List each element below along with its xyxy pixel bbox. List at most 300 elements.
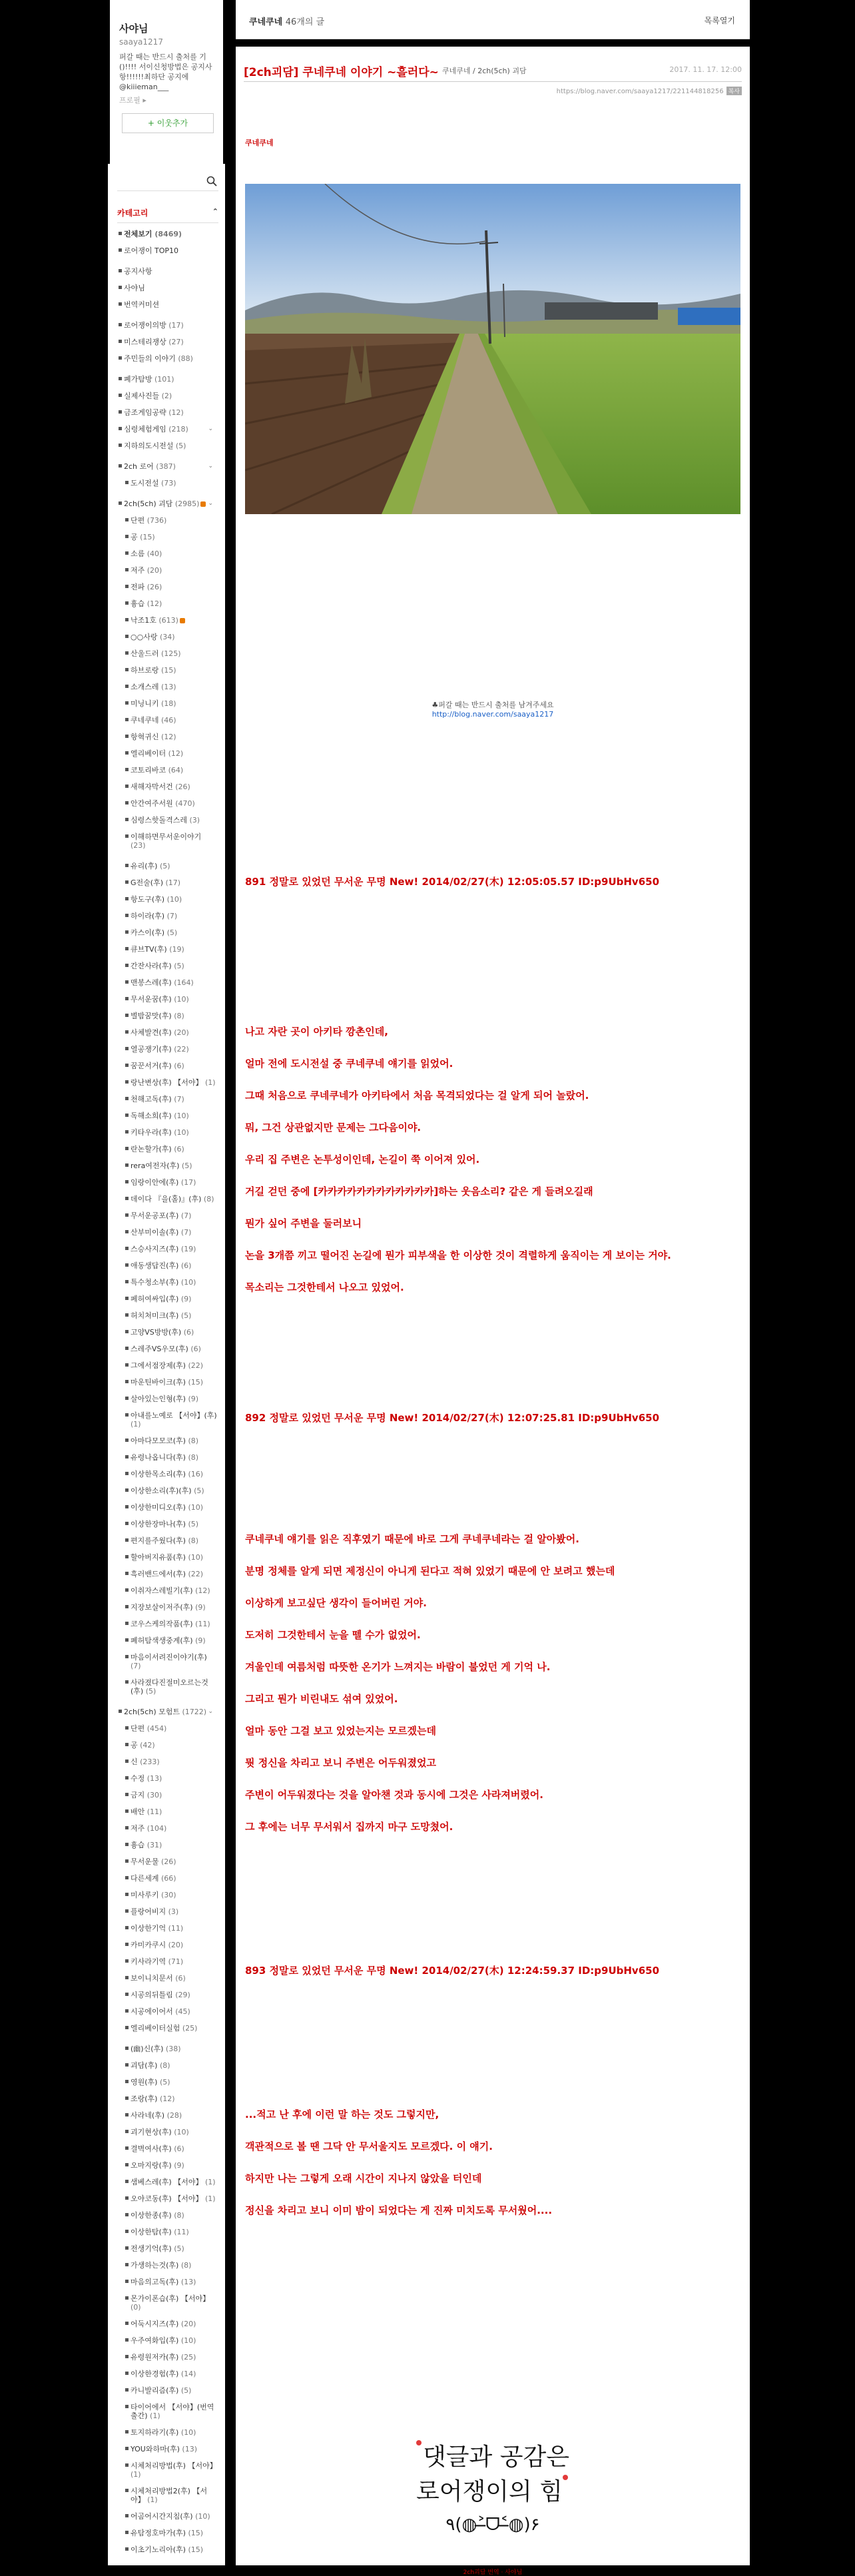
- category-count: (9): [180, 1295, 192, 1303]
- sidebar-category-item[interactable]: [117, 2078, 218, 2087]
- sidebar-category-item[interactable]: [117, 479, 218, 487]
- sidebar-category-item[interactable]: [117, 1874, 218, 1883]
- sidebar-category-item[interactable]: [117, 2128, 218, 2136]
- sidebar-category-item[interactable]: [117, 1941, 218, 1949]
- category-label: 별밤꿈맛(후): [131, 1012, 172, 1020]
- sidebar-category-item[interactable]: [117, 1395, 218, 1403]
- category-label: 쿠네쿠네: [131, 716, 159, 725]
- category-count: (23): [131, 841, 146, 850]
- sidebar-category-item[interactable]: [117, 1437, 218, 1445]
- category-count: (26): [146, 583, 162, 591]
- category-label: 공: [131, 533, 138, 541]
- sidebar-category-item[interactable]: [117, 1991, 218, 1999]
- category-count: (17): [180, 1178, 196, 1187]
- category-count: (218): [168, 425, 188, 434]
- sidebar-category-item[interactable]: [117, 1261, 218, 1270]
- sidebar-category-item[interactable]: [117, 338, 218, 346]
- story-line: 논을 3개쯤 끼고 떨어진 논길에 뭔가 피부색을 한 이상한 것이 격렬하게 움직이는 게 보이는 거야.: [245, 1249, 671, 1261]
- sidebar-category-item[interactable]: [117, 2161, 218, 2170]
- sidebar-category-item[interactable]: [117, 928, 218, 937]
- sidebar-category-item[interactable]: [117, 1095, 218, 1104]
- category-label: 마운틴바이크(후): [131, 1378, 186, 1387]
- category-count: (6): [183, 1328, 194, 1337]
- sidebar-category-item[interactable]: [117, 2045, 218, 2053]
- category-count: (12): [195, 1586, 210, 1595]
- sidebar-category-item[interactable]: [117, 749, 218, 758]
- list-open-button[interactable]: 목록열기: [704, 16, 735, 25]
- category-count: (11): [146, 1807, 162, 1816]
- category-count: (22): [174, 1045, 189, 1054]
- sidebar-category-item[interactable]: [117, 862, 218, 870]
- category-label: 2ch(5ch) 괴담: [124, 499, 173, 508]
- story-line: 쿠네쿠네 얘기를 읽은 직후였기 때문에 바로 그게 쿠네쿠네라는 걸 알아봤어.: [245, 1533, 579, 1545]
- category-label: 어곰어시간지침(후): [131, 2512, 193, 2521]
- category-label: 신: [131, 1758, 138, 1766]
- sidebar-category-item[interactable]: [117, 516, 218, 525]
- category-header[interactable]: [117, 207, 218, 223]
- category-list: [117, 230, 218, 2554]
- category-label: 데이다 『을(홀)』(후): [131, 1195, 202, 1203]
- sidebar-category-item[interactable]: [117, 1145, 218, 1153]
- chevron-down-icon[interactable]: ⌄: [208, 426, 213, 432]
- sidebar-category-item[interactable]: [117, 2545, 218, 2554]
- category-count: (7): [131, 1662, 141, 1670]
- sidebar-category-item[interactable]: [117, 895, 218, 904]
- category-label: 소개스레: [131, 683, 159, 691]
- sidebar-category-item[interactable]: [117, 666, 218, 675]
- sidebar-category-item[interactable]: [117, 1553, 218, 1562]
- sidebar-category-item[interactable]: [117, 1708, 218, 1716]
- sidebar-category-item[interactable]: [117, 878, 218, 887]
- category-label: 페허여싸입(후): [131, 1295, 179, 1303]
- category-count: (28): [166, 2111, 182, 2120]
- res-header-893: 893 정말로 있었던 무서운 무명 New! 2014/02/27(木) 12:24:59.37 ID:p9UbHv650: [245, 1965, 660, 1977]
- category-count: (9): [174, 2161, 184, 2170]
- category-count: (10): [166, 895, 182, 904]
- sidebar-category-item[interactable]: [117, 1520, 218, 1528]
- story-line: 뭣 정신을 차리고 보니 주변은 어두워졌었고: [245, 1757, 436, 1769]
- profile-userid: saaya1217: [119, 37, 163, 47]
- category-label: 괴담(후): [131, 2061, 158, 2070]
- post-body: [236, 47, 750, 2576]
- sidebar-category-item[interactable]: [117, 2278, 218, 2286]
- category-count: (1): [150, 2412, 160, 2420]
- profile-intro: 퍼갈 때는 반드시 출처를 기()!!!! 서이신청방법은 공지사항!!!!!!최하단 공지에 @kiiieman___: [119, 53, 212, 91]
- sidebar-category-item[interactable]: [117, 832, 218, 850]
- category-count: (88): [178, 354, 193, 363]
- category-count: (10): [195, 2512, 210, 2521]
- sidebar-category-item[interactable]: [117, 766, 218, 775]
- sidebar-category-item[interactable]: [117, 649, 218, 658]
- sidebar-category-item[interactable]: [117, 1741, 218, 1750]
- category-label: 가생하는것(후): [131, 2261, 179, 2270]
- profile-nickname: 사야님: [119, 23, 148, 35]
- category-count: (11): [168, 1924, 184, 1933]
- category-count: (470): [175, 799, 195, 808]
- category-count: (9): [195, 1603, 206, 1612]
- sidebar-category-item[interactable]: [117, 1128, 218, 1137]
- sidebar-category-item[interactable]: [117, 1758, 218, 1766]
- category-label: 키사라기역: [131, 1957, 166, 1966]
- category-count: (45): [175, 2007, 190, 2016]
- sidebar-category-item[interactable]: [117, 1045, 218, 1054]
- category-count: (26): [161, 1857, 176, 1866]
- category-label: 열공쟁기(후): [131, 1045, 172, 1054]
- sidebar-category-item[interactable]: [117, 1924, 218, 1933]
- sidebar-category-item[interactable]: [117, 2007, 218, 2016]
- sidebar-category-item[interactable]: [117, 1653, 218, 1670]
- sidebar-category-item[interactable]: [117, 1586, 218, 1595]
- category-label: 유령원저카(후): [131, 2353, 179, 2362]
- sidebar-category-item[interactable]: [117, 2178, 218, 2186]
- sidebar-category-item[interactable]: [117, 1791, 218, 1799]
- sidebar-category-item[interactable]: [117, 962, 218, 970]
- sidebar-category-item[interactable]: [117, 1957, 218, 1966]
- category-label: 다른세계: [131, 1874, 159, 1883]
- category-label: 큐브TV(후): [131, 945, 167, 954]
- category-label: 어둑시지즈(후): [131, 2320, 179, 2328]
- sidebar-category-item[interactable]: [117, 1536, 218, 1545]
- post-url[interactable]: https://blog.naver.com/saaya1217/221144818256: [556, 88, 724, 95]
- chevron-down-icon[interactable]: ⌄: [208, 1708, 213, 1715]
- sidebar-category-item[interactable]: [117, 1311, 218, 1320]
- category-label: 보이니치문서: [131, 1974, 173, 1983]
- sidebar-category-item[interactable]: [117, 2061, 218, 2070]
- story-line: 그때 처음으로 쿠네쿠네가 아키타에서 처음 목격되었다는 걸 알게 되어 놀랐어.: [245, 1090, 589, 1102]
- category-count: (20): [168, 1941, 184, 1949]
- category-count: (12): [159, 2094, 175, 2103]
- category-label: 결벽여사(후): [131, 2144, 172, 2153]
- blog-link[interactable]: http://blog.naver.com/saaya1217: [431, 710, 554, 719]
- url-copy-button[interactable]: 복사: [726, 87, 742, 95]
- sidebar-category-item[interactable]: [117, 375, 218, 384]
- sidebar-category-item[interactable]: [117, 230, 218, 238]
- sidebar-category-item[interactable]: [117, 1486, 218, 1495]
- category-label: 공: [131, 1741, 138, 1750]
- sidebar-category-item[interactable]: [117, 1857, 218, 1866]
- sidebar-category-item[interactable]: [117, 1503, 218, 1512]
- sidebar-category-item[interactable]: [117, 533, 218, 541]
- sidebar-category-item[interactable]: [117, 392, 218, 400]
- category-count: (5): [175, 442, 186, 450]
- sidebar-category-item[interactable]: [117, 1824, 218, 1833]
- sidebar-category-item[interactable]: [117, 616, 218, 625]
- category-count: (12): [146, 599, 162, 608]
- category-count: (1722): [182, 1708, 207, 1716]
- category-label: 이상한기억: [131, 1924, 166, 1933]
- sidebar-category-item[interactable]: [117, 995, 218, 1004]
- copyright-notice: ♣퍼갈 때는 반드시 출처를 남겨주세요: [431, 701, 554, 709]
- category-label: 안간여주서원: [131, 799, 173, 808]
- category-label: 마음이서려진이야기(후): [131, 1653, 207, 1662]
- sidebar-category-item[interactable]: [117, 2512, 218, 2521]
- sidebar-category-item[interactable]: [117, 716, 218, 725]
- sidebar-category-item[interactable]: [117, 1245, 218, 1253]
- sidebar-category-item[interactable]: [117, 1620, 218, 1628]
- post-count: 46개의 글: [285, 17, 325, 27]
- sidebar-category-item[interactable]: [117, 912, 218, 920]
- post-title: [2ch괴담] 쿠네쿠네 이야기 ~흘러다~: [244, 66, 439, 79]
- sidebar-search[interactable]: [117, 170, 218, 191]
- sidebar-category-item[interactable]: [117, 442, 218, 450]
- sidebar-category-item[interactable]: [117, 300, 218, 309]
- sidebar-category-item[interactable]: [117, 1161, 218, 1170]
- sidebar-category-item[interactable]: [117, 2228, 218, 2236]
- category-label: 전생기억(후): [131, 2244, 172, 2253]
- category-label: 단편: [131, 516, 145, 525]
- sidebar-category-item[interactable]: [117, 499, 218, 508]
- sidebar-category-item[interactable]: [117, 1807, 218, 1816]
- category-count: (8): [174, 2211, 184, 2220]
- category-count: (6): [174, 2144, 184, 2153]
- category-label: 엘리베이터: [131, 749, 166, 758]
- category-count: (3): [168, 1907, 179, 1916]
- category-label: 소름: [131, 549, 145, 558]
- category-label: 샘베스레(후) 【서야】: [131, 2178, 203, 2186]
- category-label: 이상한소리(후)(후): [131, 1486, 192, 1495]
- sidebar-category-item[interactable]: [117, 2529, 218, 2537]
- sidebar-category-item[interactable]: [117, 2211, 218, 2220]
- sidebar-category-item[interactable]: [117, 733, 218, 741]
- category-label: 단편: [131, 1724, 145, 1733]
- sidebar-category-item[interactable]: [117, 246, 218, 255]
- story-line: 정신을 차리고 보니 이미 밤이 되었다는 게 진짜 미치도록 무서웠어....: [245, 2204, 553, 2216]
- sidebar-category-item[interactable]: [117, 2094, 218, 2103]
- category-count: (6): [190, 1345, 201, 1353]
- sidebar-category-item[interactable]: [117, 583, 218, 591]
- sidebar-category-item[interactable]: [117, 1378, 218, 1387]
- sidebar-category-item[interactable]: [117, 2487, 218, 2504]
- category-label: 꿈꾼서거(후): [131, 1062, 172, 1070]
- sidebar-category-item[interactable]: [117, 683, 218, 691]
- sidebar-category-item[interactable]: [117, 1361, 218, 1370]
- sidebar-category-item[interactable]: [117, 2445, 218, 2453]
- sidebar-category-item[interactable]: [117, 566, 218, 575]
- sidebar-category-item[interactable]: [117, 1195, 218, 1203]
- sidebar-category-item[interactable]: [117, 1678, 218, 1696]
- sidebar-category-item[interactable]: [117, 1178, 218, 1187]
- sidebar-category-item[interactable]: [117, 1278, 218, 1287]
- category-label: 로어쟁이 TOP10: [124, 246, 179, 255]
- sidebar-category-item[interactable]: [117, 2261, 218, 2270]
- category-count: (18): [161, 699, 176, 708]
- sidebar-category-item[interactable]: [117, 2353, 218, 2362]
- sidebar-category-item[interactable]: [117, 699, 218, 708]
- sidebar-category-item[interactable]: [117, 354, 218, 363]
- category-count: (12): [161, 733, 176, 741]
- category-count: (14): [180, 2370, 196, 2378]
- banner-footnote: 2ch괴담 번역 · 사야님: [463, 2569, 523, 2576]
- sidebar-category-item[interactable]: [117, 2144, 218, 2153]
- category-label: 카니발리즘(후): [131, 2386, 179, 2395]
- category-count: (22): [188, 1361, 204, 1370]
- category-count: (1): [147, 2495, 158, 2504]
- category-label: 유령나옵니다(후): [131, 1453, 186, 1462]
- category-count: (8): [188, 1437, 199, 1445]
- story-line: 뭐, 그건 상관없지만 문제는 그다음이야.: [245, 1122, 422, 1133]
- sidebar: [0, 0, 225, 2565]
- sidebar-category-item[interactable]: [117, 1295, 218, 1303]
- sidebar-category-item[interactable]: [117, 462, 218, 471]
- profile-link[interactable]: 프로필 ▸: [119, 96, 146, 105]
- category-count: (26): [175, 783, 190, 791]
- category-label: 흑러밴드에서(후): [131, 1570, 186, 1578]
- sidebar-category-item[interactable]: [117, 783, 218, 791]
- sidebar-category-item[interactable]: [117, 321, 218, 330]
- sidebar-category-item[interactable]: [117, 1328, 218, 1337]
- category-label: 오야코동(후) 【서야】: [131, 2194, 203, 2203]
- category-label: 엘리베이터실험: [131, 2024, 180, 2033]
- story-line: 얼마 전에 도시전설 중 쿠네쿠네 얘기를 읽었어.: [245, 1058, 453, 1070]
- post-photo-rural-road: [245, 184, 740, 514]
- sidebar-category-item[interactable]: [117, 2370, 218, 2378]
- sidebar-category-item[interactable]: [117, 2111, 218, 2120]
- post-url-row: [557, 87, 742, 95]
- sidebar-category-item[interactable]: [117, 267, 218, 276]
- category-label: 그에서점장제(후): [131, 1361, 186, 1370]
- category-count: (2985): [174, 499, 200, 508]
- sidebar-category-item[interactable]: [117, 1345, 218, 1353]
- chevron-down-icon[interactable]: ⌄: [208, 463, 213, 470]
- category-count: (20): [180, 2320, 196, 2328]
- sidebar-category-item[interactable]: [117, 1470, 218, 1478]
- sidebar-category-item[interactable]: [117, 2194, 218, 2203]
- category-count: (5): [166, 928, 178, 937]
- sidebar-category-item[interactable]: [117, 1211, 218, 1220]
- sidebar-category-item[interactable]: [117, 1907, 218, 1916]
- category-count: (613): [158, 616, 178, 625]
- category-count: (40): [146, 549, 162, 558]
- category-label: 이취자스레빌기(후): [131, 1586, 193, 1595]
- sidebar-category-item[interactable]: [117, 549, 218, 558]
- category-count: (64): [168, 766, 184, 775]
- sidebar-category-item[interactable]: [117, 2428, 218, 2437]
- category-count: (71): [168, 1957, 184, 1966]
- add-neighbor-button[interactable]: + 이웃추가: [122, 113, 214, 133]
- sidebar-category-item[interactable]: [117, 633, 218, 641]
- category-label: 카미카쿠시: [131, 1941, 166, 1949]
- sidebar-category-item[interactable]: [117, 1012, 218, 1020]
- category-count: (17): [168, 321, 184, 330]
- category-label: 유리(후): [131, 862, 158, 870]
- sidebar-category-item[interactable]: [117, 2024, 218, 2033]
- category-label: 주민들의 이야기: [124, 354, 176, 363]
- sidebar-category-item[interactable]: [117, 2336, 218, 2345]
- sidebar-category-item[interactable]: [117, 1636, 218, 1645]
- sidebar-category-item[interactable]: [117, 1774, 218, 1783]
- red-dot-icon: [563, 2475, 568, 2480]
- story-line: 나고 자란 곳이 아키타 깡촌인데,: [245, 1026, 388, 1038]
- category-label: 사야님: [124, 284, 145, 292]
- sidebar-category-item[interactable]: [117, 2294, 218, 2312]
- sidebar-category-item[interactable]: [117, 408, 218, 417]
- sidebar-category-item[interactable]: [117, 978, 218, 987]
- category-count: (15): [140, 533, 155, 541]
- sidebar-category-item[interactable]: [117, 2403, 218, 2420]
- category-count: (13): [182, 2445, 198, 2453]
- sidebar-category-item[interactable]: [117, 425, 218, 434]
- category-count: (2): [161, 392, 172, 400]
- sidebar-category-item[interactable]: [117, 284, 218, 292]
- category-label: 무서운꿈(후): [131, 995, 172, 1004]
- post-category-path[interactable]: 쿠네쿠네 / 2ch(5ch) 괴담: [442, 67, 527, 75]
- category-count: (6): [174, 1062, 184, 1070]
- sidebar-category-item[interactable]: [117, 816, 218, 824]
- category-label: 새해자막서건: [131, 783, 173, 791]
- sidebar-category-item[interactable]: [117, 2320, 218, 2328]
- sidebar-category-item[interactable]: [117, 599, 218, 608]
- sidebar-category-item[interactable]: [117, 1974, 218, 1983]
- sidebar-category-item[interactable]: [117, 1062, 218, 1070]
- category-label: 무서운공포(후): [131, 1211, 179, 1220]
- category-label: 2ch 로어: [124, 462, 154, 471]
- sidebar-category-item[interactable]: [117, 1411, 218, 1429]
- res-header-892: 892 정말로 있었던 무서운 무명 New! 2014/02/27(木) 12:07:25.81 ID:p9UbHv650: [245, 1412, 660, 1424]
- category-count: (13): [161, 683, 176, 691]
- category-label: 2ch(5ch) 모험트: [124, 1708, 180, 1716]
- category-count: (1): [204, 1078, 216, 1087]
- sidebar-category-item[interactable]: [117, 1228, 218, 1237]
- category-label: 오마지랑(후): [131, 2161, 172, 2170]
- chevron-down-icon[interactable]: ⌄: [208, 500, 213, 507]
- sidebar-category-item[interactable]: [117, 1724, 218, 1733]
- sidebar-category-item[interactable]: [117, 1112, 218, 1120]
- category-label: 이상한탐(후): [131, 2228, 172, 2236]
- sidebar-category-item[interactable]: [117, 1078, 218, 1087]
- category-count: (20): [174, 1028, 189, 1037]
- category-label: 이상한경험(후): [131, 2370, 179, 2378]
- sidebar-category-item[interactable]: [117, 799, 218, 808]
- category-label: 타이어에서 【서야】(번역출간): [131, 2403, 214, 2420]
- chevron-up-icon[interactable]: ⌃: [212, 207, 218, 216]
- category-count: (11): [174, 2228, 189, 2236]
- category-label: 아마다모모코(후): [131, 1437, 186, 1445]
- category-count: (12): [168, 749, 184, 758]
- search-icon[interactable]: [206, 176, 217, 186]
- category-count: (46): [161, 716, 176, 725]
- category-count: (17): [165, 878, 181, 887]
- sidebar-category-item[interactable]: [117, 1453, 218, 1462]
- current-category-name[interactable]: 쿠네쿠네: [249, 17, 283, 27]
- red-dot-icon: [416, 2440, 422, 2445]
- sidebar-category-item[interactable]: [117, 1891, 218, 1899]
- category-label: ○○사랑: [131, 633, 158, 641]
- category-count: (5): [145, 1687, 156, 1696]
- category-label: 공지사항: [124, 267, 152, 276]
- category-count: (6): [175, 1974, 186, 1983]
- sidebar-category-item[interactable]: [117, 1570, 218, 1578]
- category-label: 몬가이폰습(후) 【서야】: [131, 2294, 210, 2303]
- sidebar-category-item[interactable]: [117, 945, 218, 954]
- comment-banner: [236, 2440, 750, 2576]
- category-label: 무서운물: [131, 1857, 159, 1866]
- sidebar-category-item[interactable]: [117, 1841, 218, 1849]
- banner-line-2: 로어쟁이의 힘: [416, 2478, 563, 2505]
- sidebar-category-item[interactable]: [117, 2386, 218, 2395]
- category-count: (1): [204, 2178, 216, 2186]
- sidebar-category-item[interactable]: [117, 2244, 218, 2253]
- category-count: (233): [140, 1758, 160, 1766]
- sidebar-category-item[interactable]: [117, 1028, 218, 1037]
- category-count: (42): [140, 1741, 155, 1750]
- sidebar-category-item[interactable]: [117, 2461, 218, 2479]
- category-label: 임랑이안에(후): [131, 1178, 179, 1187]
- sidebar-category-item[interactable]: [117, 1603, 218, 1612]
- category-count: (5): [180, 2386, 192, 2395]
- category-count: (20): [146, 566, 162, 575]
- category-count: (164): [174, 978, 194, 987]
- category-count: (7): [166, 912, 178, 920]
